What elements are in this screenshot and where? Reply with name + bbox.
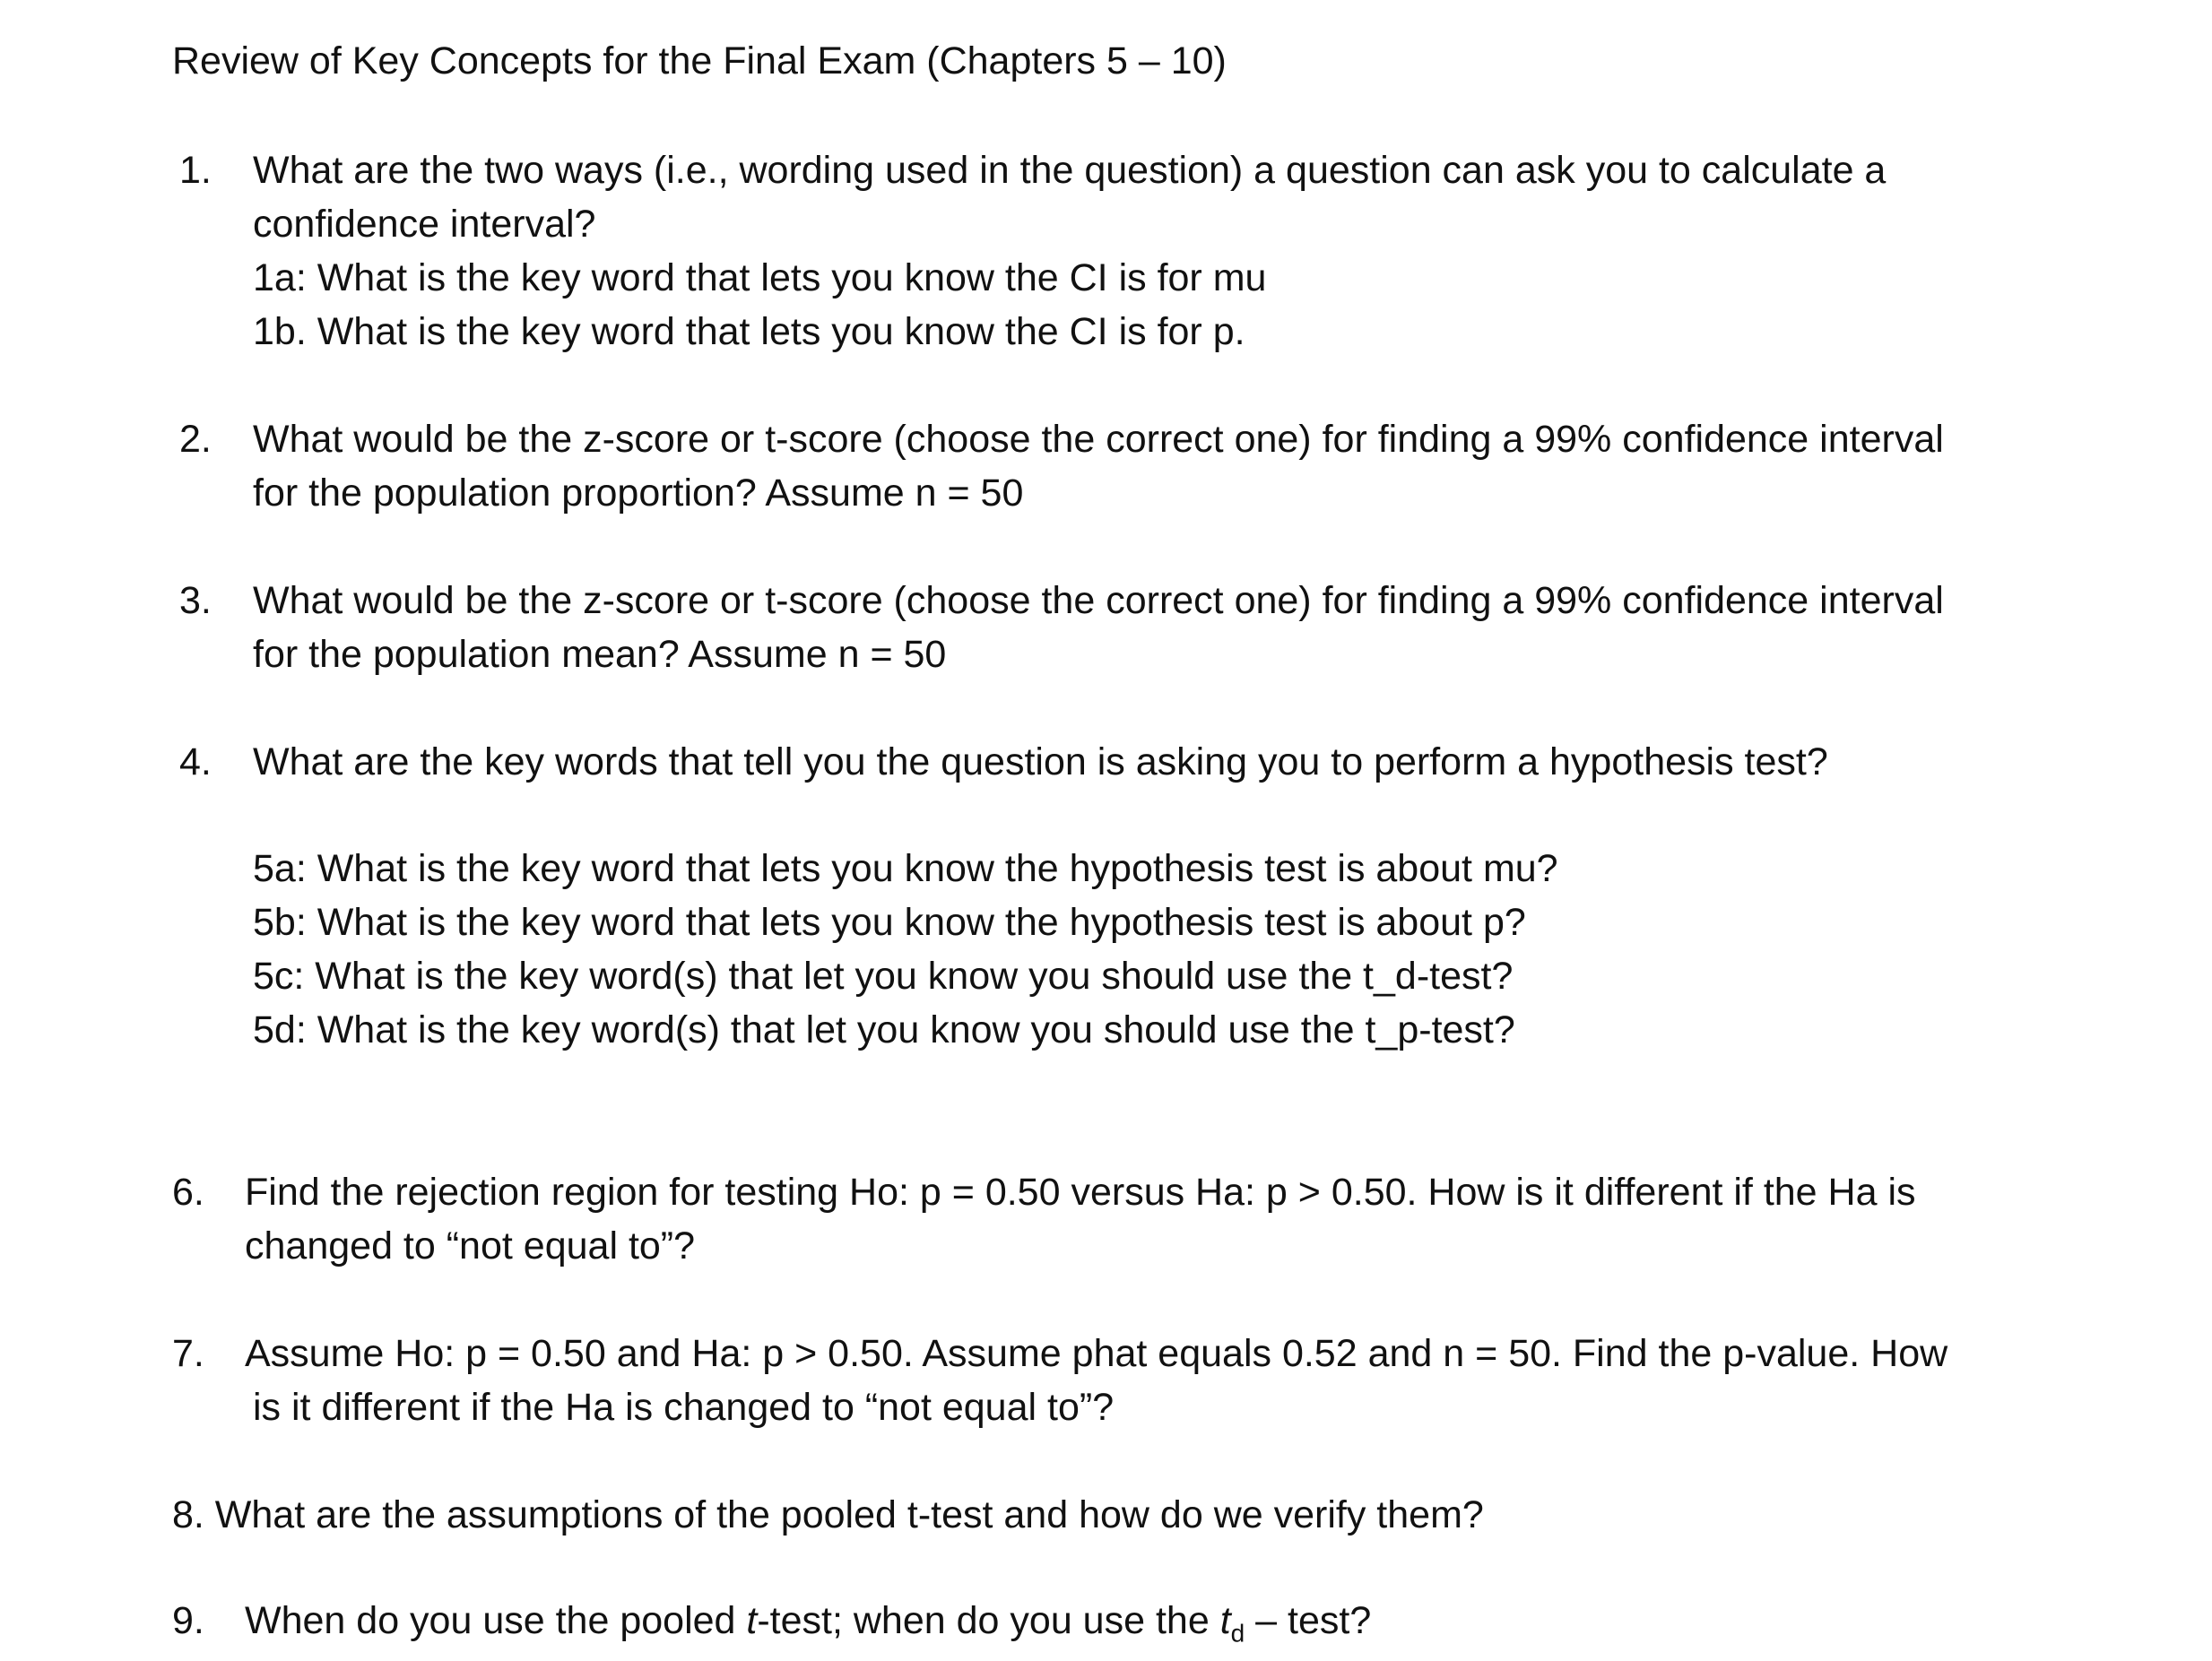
q5b-text: 5b: What is the key word that lets you know the hypothesis test is about p?	[253, 901, 1526, 944]
q9-part3: – test?	[1245, 1599, 1372, 1642]
q9-t-italic: t	[746, 1599, 758, 1642]
q6-line2: changed to “not equal to”?	[245, 1224, 696, 1267]
q9-part1: When do you use the pooled	[245, 1599, 747, 1642]
q5a-text: 5a: What is the key word that lets you know the hypothesis test is about mu?	[253, 847, 1558, 890]
q1-number: 1.	[179, 149, 212, 192]
q1a-text: 1a: What is the key word that lets you know the CI is for mu	[253, 256, 1267, 299]
q4-line1: What are the key words that tell you the question is asking you to perform a hypothesis test?	[253, 740, 1828, 783]
q7-number: 7.	[172, 1332, 204, 1375]
q9-td-t: t	[1219, 1599, 1231, 1642]
q5c-text: 5c: What is the key word(s) that let you know you should use the t_d-test?	[253, 955, 1514, 998]
q6-number: 6.	[172, 1171, 204, 1214]
q3-line2: for the population mean? Assume n = 50	[253, 633, 947, 676]
q8-text: 8. What are the assumptions of the pooled t-test and how do we verify them?	[172, 1493, 1484, 1536]
q4-number: 4.	[179, 740, 212, 783]
q9-part2: -test; when do you use the	[757, 1599, 1220, 1642]
q2-number: 2.	[179, 418, 212, 461]
q6-line1: Find the rejection region for testing Ho: p = 0.50 versus Ha: p > 0.50. How is it different if the Ha is	[245, 1171, 1916, 1214]
page-title: Review of Key Concepts for the Final Exam (Chapters 5 – 10)	[172, 39, 1227, 82]
q7-line1: Assume Ho: p = 0.50 and Ha: p > 0.50. Assume phat equals 0.52 and n = 50. Find the p-value. How	[245, 1332, 1948, 1375]
q1-line2: confidence interval?	[253, 203, 596, 246]
q7-line2: is it different if the Ha is changed to “not equal to”?	[253, 1386, 1115, 1429]
q1-line1: What are the two ways (i.e., wording used in the question) a question can ask you to calculate a	[253, 149, 1887, 192]
q2-line2: for the population proportion? Assume n = 50	[253, 471, 1024, 515]
q9-line1	[245, 1594, 1371, 1661]
q3-number: 3.	[179, 579, 212, 622]
q3-line1: What would be the z-score or t-score (choose the correct one) for finding a 99% confidence interval	[253, 579, 1944, 622]
q5d-text: 5d: What is the key word(s) that let you know you should use the t_p-test?	[253, 1008, 1515, 1051]
q1b-text: 1b. What is the key word that lets you know the CI is for p.	[253, 310, 1245, 353]
q9-number: 9.	[172, 1599, 204, 1642]
q2-line1: What would be the z-score or t-score (choose the correct one) for finding a 99% confidence interval	[253, 418, 1944, 461]
q9-td-subscript: d	[1230, 1619, 1245, 1648]
